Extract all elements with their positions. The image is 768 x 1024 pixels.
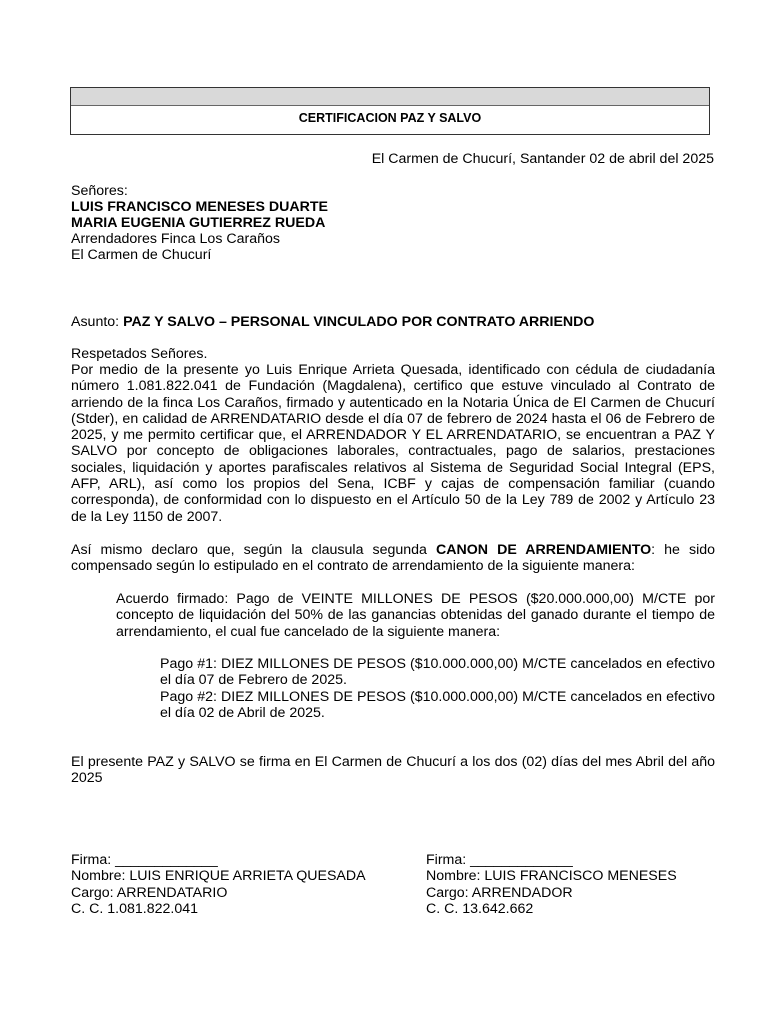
p2-after: : he sido compensado según lo estipulado en el contrato de arrendamiento de la siguiente manera:	[71, 542, 716, 575]
p2-before: Así mismo declaro que, según la clausula segunda	[71, 542, 436, 558]
payment-1: Pago #1: DIEZ MILLONES DE PESOS ($10.000.000,00) M/CTE cancelados en efectivo el día 07 de Febrero de 2025.	[160, 656, 715, 689]
body-paragraph-2	[71, 542, 715, 575]
right-signature-firma: Firma: _____________	[426, 852, 573, 868]
document-title: CERTIFICACION PAZ Y SALVO	[298, 111, 482, 125]
subject-text: PAZ Y SALVO – PERSONAL VINCULADO POR CONTRATO ARRIENDO	[123, 314, 595, 330]
recipient-name-2: MARIA EUGENIA GUTIERREZ RUEDA	[71, 215, 326, 231]
body-paragraph-1: Por medio de la presente yo Luis Enrique Arrieta Quesada, identificado con cédula de ciudadanía número 1.081.822.041 de Fundación (Magdalena), certifico que estuve vinculado al Contrato de arriendo de la finca Los Caraños, firmado y autenticado en la Notaria Única de El Carmen de Chucurí (Stder), en calidad de ARRENDATARIO desde el día 07 de febrero de 2024 hasta el 06 de Febrero de 2025, y me permito certificar que, el ARRENDADOR Y EL ARRENDATARIO, se encuentran a PAZ Y SALVO por concepto de obligaciones laborales, contractuales, pago de salarios, prestaciones sociales, liquidación y aportes parafiscales relativos al Sistema de Seguridad Social Integral (EPS, AFP, ARL), así como los propios del Sena, ICBF y cajas de compensación familiar (cuando corresponda), de conformidad con lo dispuesto en el Artículo 50 de la Ley 789 de 2002 y Artículo 23 de la Ley 1150 de 2007.	[71, 362, 715, 525]
left-signature-cc: C. C. 1.081.822.041	[71, 901, 198, 917]
left-signature-firma: Firma: _____________	[71, 852, 218, 868]
recipient-name-1: LUIS FRANCISCO MENESES DUARTE	[71, 199, 328, 215]
greeting: Respetados Señores.	[71, 346, 208, 362]
subject-label: Asunto:	[71, 314, 124, 330]
p2-bold: CANON DE ARRENDAMIENTO	[436, 542, 652, 558]
left-signature-cargo: Cargo: ARRENDATARIO	[71, 885, 228, 901]
subject-line	[71, 314, 594, 330]
recipient-city: El Carmen de Chucurí	[71, 247, 212, 263]
place-date: El Carmen de Chucurí, Santander 02 de abril del 2025	[371, 151, 714, 167]
closing-paragraph: El presente PAZ y SALVO se firma en El Carmen de Chucurí a los dos (02) días del mes Abril del año 2025	[71, 754, 715, 787]
left-signature-name: Nombre: LUIS ENRIQUE ARRIETA QUESADA	[71, 868, 366, 884]
payment-2: Pago #2: DIEZ MILLONES DE PESOS ($10.000.000,00) M/CTE cancelados en efectivo el día 02 de Abril de 2025.	[160, 689, 715, 722]
right-signature-cc: C. C. 13.642.662	[426, 901, 534, 917]
title-box-band	[71, 88, 709, 106]
title-box	[70, 87, 710, 135]
right-signature-name: Nombre: LUIS FRANCISCO MENESES	[426, 868, 677, 884]
salutation: Señores:	[71, 183, 128, 199]
recipient-role: Arrendadores Finca Los Caraños	[71, 231, 280, 247]
right-signature-cargo: Cargo: ARRENDADOR	[426, 885, 573, 901]
agreement-paragraph: Acuerdo firmado: Pago de VEINTE MILLONES DE PESOS ($20.000.000,00) M/CTE por concepto de liquidación del 50% de las ganancias obtenidas del ganado durante el tiempo de arrendamiento, el cual fue cancelado de la siguiente manera:	[116, 591, 715, 640]
